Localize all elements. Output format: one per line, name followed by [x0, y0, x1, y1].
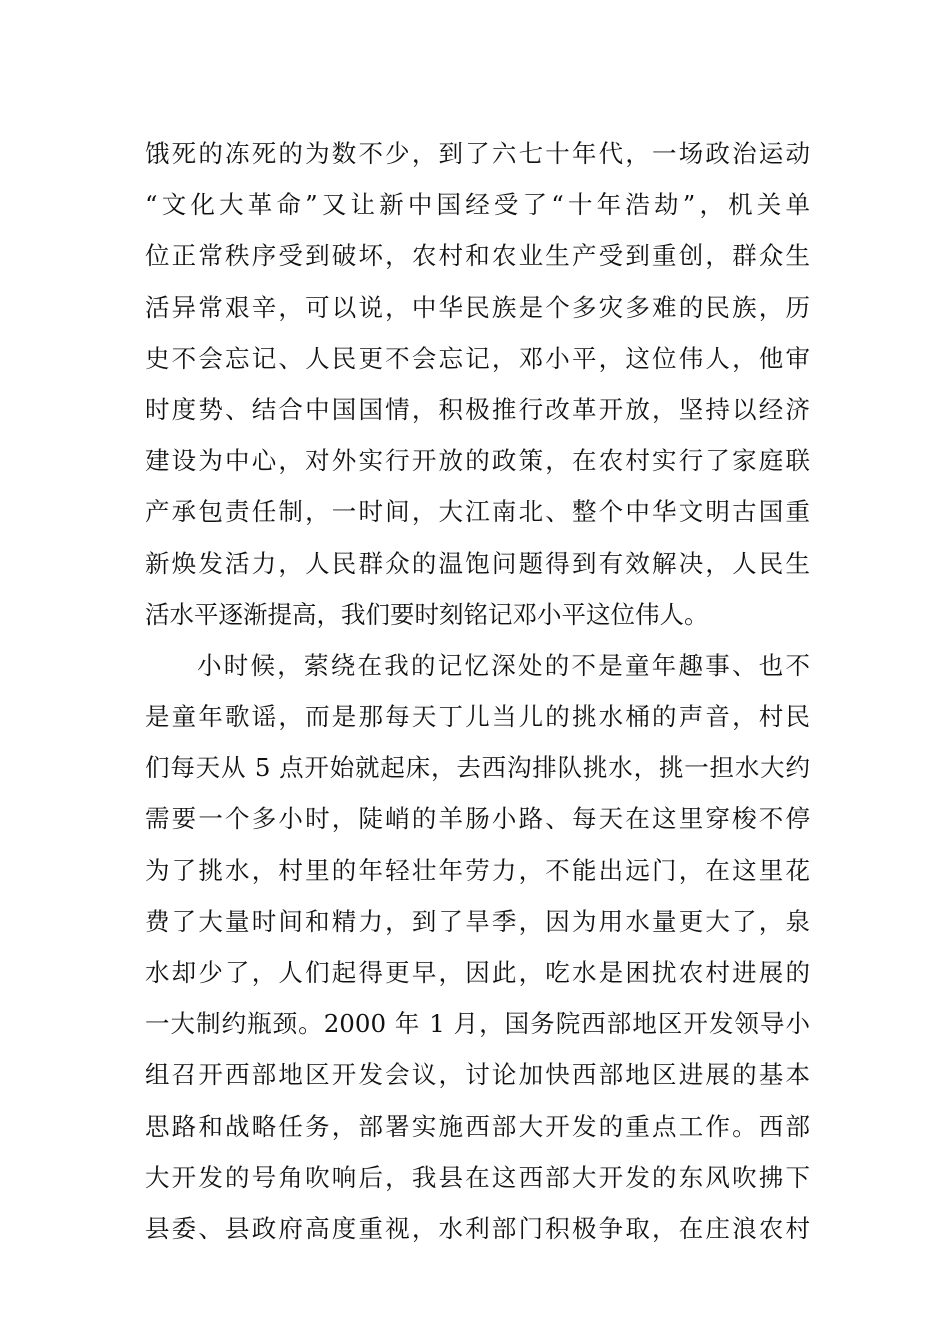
text-line: 费了大量时间和精力，到了旱季，因为用水量更大了，泉: [145, 906, 810, 936]
text-line: 产承包责任制，一时间，大江南北、整个中华文明古国重: [145, 497, 810, 527]
text-line: 小时候，萦绕在我的记忆深处的不是童年趣事、也不: [197, 650, 810, 680]
text-line: 为了挑水，村里的年轻壮年劳力，不能出远门，在这里花: [145, 855, 810, 885]
text-line: 需要一个多小时，陡峭的羊肠小路、每天在这里穿梭不停: [145, 804, 810, 834]
text-line: 组召开西部地区开发会议，讨论加快西部地区进展的基本: [145, 1060, 810, 1090]
document-body: [145, 128, 810, 1254]
text-line: 们每天从 5 点开始就起床，去西沟排队挑水，挑一担水大约: [145, 753, 810, 783]
text-line: 活异常艰辛，可以说，中华民族是个多灾多难的民族，历: [145, 292, 810, 322]
text-line: 建设为中心，对外实行开放的政策，在农村实行了家庭联: [145, 446, 810, 476]
text-line: 县委、县政府高度重视，水利部门积极争取，在庄浪农村: [145, 1213, 810, 1243]
text-line: 思路和战略任务，部署实施西部大开发的重点工作。西部: [145, 1111, 810, 1141]
text-line: 是童年歌谣，而是那每天丁儿当儿的挑水桶的声音，村民: [145, 702, 810, 732]
text-line: 史不会忘记、人民更不会忘记，邓小平，这位伟人，他审: [145, 343, 810, 373]
text-line: 饿死的冻死的为数不少，到了六七十年代，一场政治运动: [145, 139, 810, 168]
text-line: 一大制约瓶颈。2000 年 1 月，国务院西部地区开发领导小: [145, 1009, 810, 1039]
text-line: “文化大革命”又让新中国经受了“十年浩劫”，机关单: [145, 190, 810, 220]
text-line: 水却少了，人们起得更早，因此，吃水是困扰农村进展的: [145, 958, 810, 987]
paragraph-2: [145, 640, 810, 1254]
paragraph-1: [145, 128, 810, 640]
text-line: 活水平逐渐提高，我们要时刻铭记邓小平这位伟人。: [145, 599, 709, 629]
text-line: 大开发的号角吹响后，我县在这西部大开发的东风吹拂下: [145, 1162, 810, 1192]
text-line: 位正常秩序受到破坏，农村和农业生产受到重创，群众生: [145, 241, 810, 271]
text-line: 时度势、结合中国国情，积极推行改革开放，坚持以经济: [145, 394, 810, 424]
text-line: 新焕发活力，人民群众的温饱问题得到有效解决，人民生: [145, 548, 810, 578]
